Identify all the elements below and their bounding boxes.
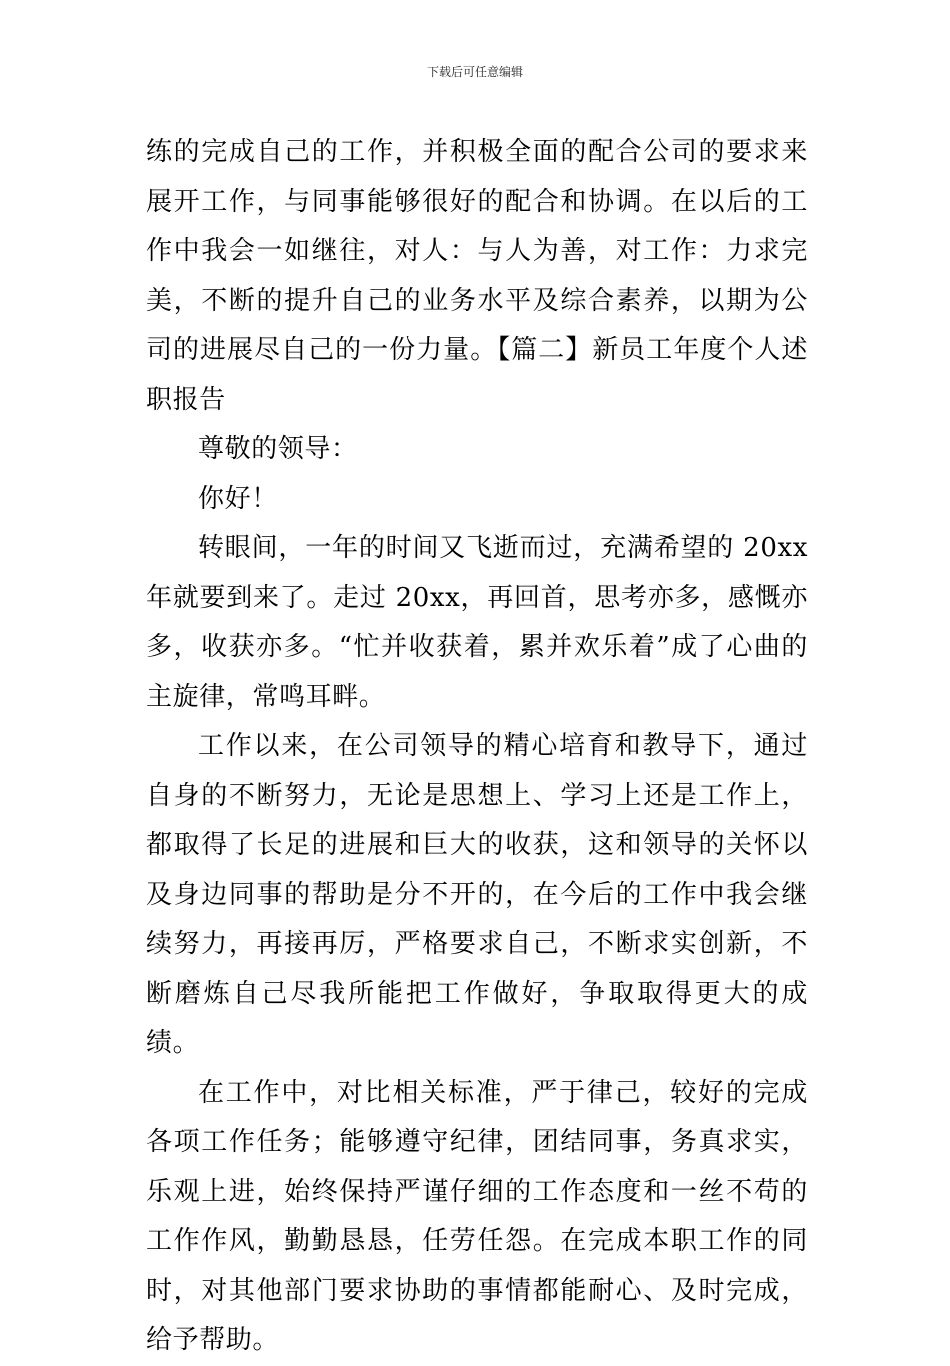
document-body [146,128,808,1366]
paragraph-salutation: 尊敬的领导： [198,434,358,464]
paragraph-body: 在工作中，对比相关标准，严于律己，较好的完成各项工作任务；能够遵守纪律，团结同事，务真求实，乐观上进，始终保持严谨仔细的工作态度和一丝不苟的工作作风，勤勤恳恳，任劳任怨。在完成本职工作的同时，对其他部门要求协助的事情都能耐心、及时完成，给予帮助。 [146,1077,808,1355]
page-header: 下载后可任意编辑 [426,65,523,79]
paragraph-body: 工作以来，在公司领导的精心培育和教导下，通过自身的不断努力，无论是思想上、学习上还是工作上，都取得了长足的进展和巨大的收获，这和领导的关怀以及身边同事的帮助是分不开的，在今后的工作中我会继续努力，再接再厉，严格要求自己，不断求实创新，不断磨炼自己尽我所能把工作做好，争取取得更大的成绩。 [146,731,808,1058]
paragraph-body: 转眼间，一年的时间又飞逝而过，充满希望的 20xx 年就要到来了。走过 20xx，再回首，思考亦多，感慨亦多，收获亦多。“忙并收获着，累并欢乐着”成了心曲的主旋律，常鸣耳畔。 [146,533,808,712]
paragraph-continuation: 练的完成自己的工作，并积极全面的配合公司的要求来展开工作，与同事能够很好的配合和协调。在以后的工作中我会一如继往，对人：与人为善，对工作：力求完美，不断的提升自己的业务水平及综合素养，以期为公司的进展尽自己的一份力量。【篇二】新员工年度个人述职报告 [146,137,808,415]
paragraph-greeting: 你好！ [198,483,278,514]
